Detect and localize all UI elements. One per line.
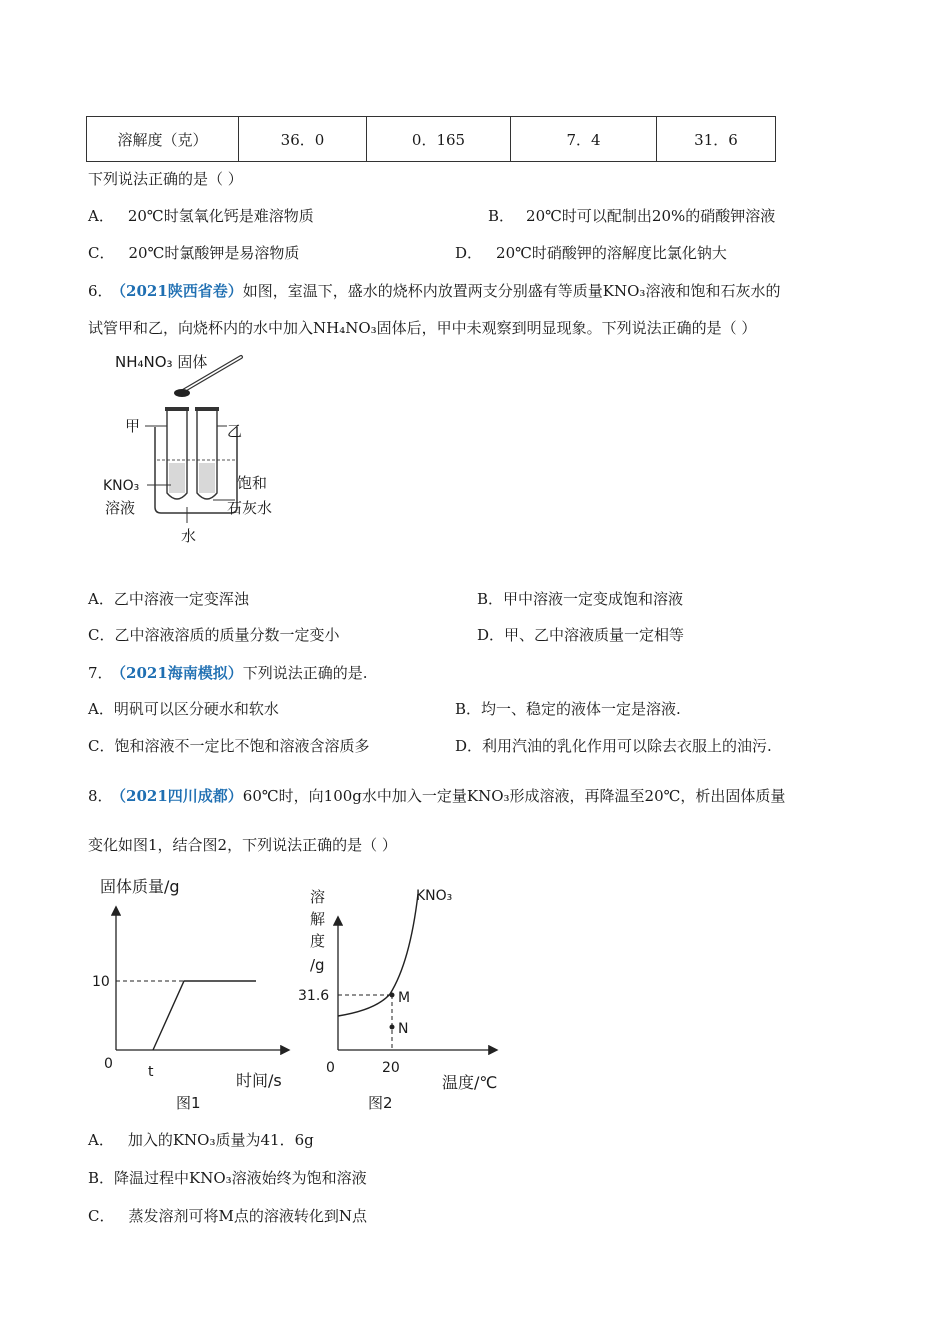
q7-option-a[interactable]: A．明矾可以区分硬水和软水	[88, 700, 279, 718]
figure-1-chart	[90, 872, 300, 1114]
q7-option-b[interactable]: B．均一、稳定的液体一定是溶液.	[455, 700, 681, 718]
label-solid: NH₄NO₃ 固体	[115, 353, 208, 371]
question-source: （2021陕西省卷）	[118, 282, 243, 300]
fig2-label-n: N	[398, 1021, 409, 1037]
test-tube-b	[195, 407, 219, 499]
q8-option-a[interactable]: A． 加入的KNO₃质量为41．6g	[88, 1131, 314, 1149]
q5-stem: 下列说法正确的是（ ）	[88, 170, 243, 188]
label-limewater: 石灰水	[227, 499, 273, 517]
solubility-table	[86, 116, 776, 162]
q8-line2: 变化如图1，结合图2，下列说法正确的是（ ）	[88, 836, 397, 854]
figure-2-chart	[296, 882, 511, 1114]
fig1-ytick: 10	[92, 974, 110, 990]
table-cell: 0．165	[367, 117, 511, 162]
fig1-ylabel: 固体质量/g	[100, 877, 180, 896]
label-kno3: KNO₃	[103, 478, 140, 494]
q6-line2: 试管甲和乙，向烧杯内的水中加入NH₄NO₃固体后，甲中未观察到明显现象。下列说法正确的是（ ）	[88, 319, 757, 337]
question-number: 7．	[88, 664, 113, 682]
label-tube-b: 乙	[227, 422, 243, 440]
q6-option-c[interactable]: C．乙中溶液溶质的质量分数一定变小	[88, 626, 340, 644]
q8-line1: 8． （2021四川成都）60℃时，向100g水中加入一定量KNO₃形成溶液，再降温至20℃，析出固体质量	[88, 787, 786, 805]
fig1-series-line	[153, 981, 256, 1050]
fig2-ylabel-3: 度	[310, 932, 326, 950]
q7-stem: 7． （2021海南模拟）下列说法正确的是.	[88, 664, 368, 682]
q8-option-b[interactable]: B．降温过程中KNO₃溶液始终为饱和溶液	[88, 1169, 367, 1187]
table-header-cell: 溶解度（克）	[87, 117, 239, 162]
fig2-ylabel-2: 解	[310, 910, 326, 928]
table-cell: 31．6	[657, 117, 776, 162]
q6-apparatus-figure	[95, 345, 295, 550]
question-source: （2021海南模拟）	[118, 664, 243, 682]
q8-option-c[interactable]: C． 蒸发溶剂可将M点的溶液转化到N点	[88, 1207, 367, 1225]
q5-option-a[interactable]: A． 20℃时氢氧化钙是难溶物质	[88, 207, 314, 225]
table-cell: 36．0	[239, 117, 367, 162]
question-number: 8．	[88, 787, 113, 805]
q5-option-b[interactable]: B． 20℃时可以配制出20%的硝酸钾溶液	[488, 207, 776, 225]
label-solution: 溶液	[105, 499, 136, 517]
q5-option-d[interactable]: D． 20℃时硝酸钾的溶解度比氯化钠大	[455, 244, 727, 262]
table-cell: 7．4	[511, 117, 657, 162]
fig1-t-label: t	[148, 1064, 154, 1080]
q6-option-d[interactable]: D．甲、乙中溶液质量一定相等	[477, 626, 685, 644]
fig2-curve-label: KNO₃	[416, 888, 453, 904]
label-water: 水	[181, 527, 197, 545]
fig2-ylabel-4: /g	[310, 956, 325, 974]
fig1-caption: 图1	[176, 1094, 201, 1112]
question-number: 6．	[88, 282, 113, 300]
fig2-point-m	[390, 993, 395, 998]
q7-option-d[interactable]: D．利用汽油的乳化作用可以除去衣服上的油污.	[455, 737, 772, 755]
fig2-xlabel: 温度/℃	[442, 1073, 498, 1092]
fig2-origin: 0	[326, 1060, 335, 1076]
q5-option-c[interactable]: C． 20℃时氯酸钾是易溶物质	[88, 244, 300, 262]
question-source: （2021四川成都）	[118, 787, 243, 805]
q6-option-b[interactable]: B．甲中溶液一定变成饱和溶液	[477, 590, 684, 608]
fig2-label-m: M	[398, 990, 411, 1006]
q6-option-a[interactable]: A．乙中溶液一定变浑浊	[88, 590, 249, 608]
fig2-caption: 图2	[368, 1094, 393, 1112]
label-tube-a: 甲	[125, 417, 141, 435]
fig1-origin: 0	[104, 1056, 113, 1072]
fig2-ytick: 31.6	[298, 988, 330, 1004]
fig1-xlabel: 时间/s	[236, 1071, 282, 1090]
q6-line1: 6． （2021陕西省卷）如图，室温下，盛水的烧杯内放置两支分别盛有等质量KNO₃溶液和饱和石灰水的	[88, 282, 781, 300]
fig2-point-n	[390, 1025, 395, 1030]
fig2-ylabel-1: 溶	[310, 888, 326, 906]
table-row	[87, 117, 776, 162]
q7-option-c[interactable]: C．饱和溶液不一定比不饱和溶液含溶质多	[88, 737, 370, 755]
label-saturated: 饱和	[237, 474, 268, 492]
fig2-xtick: 20	[382, 1060, 400, 1076]
